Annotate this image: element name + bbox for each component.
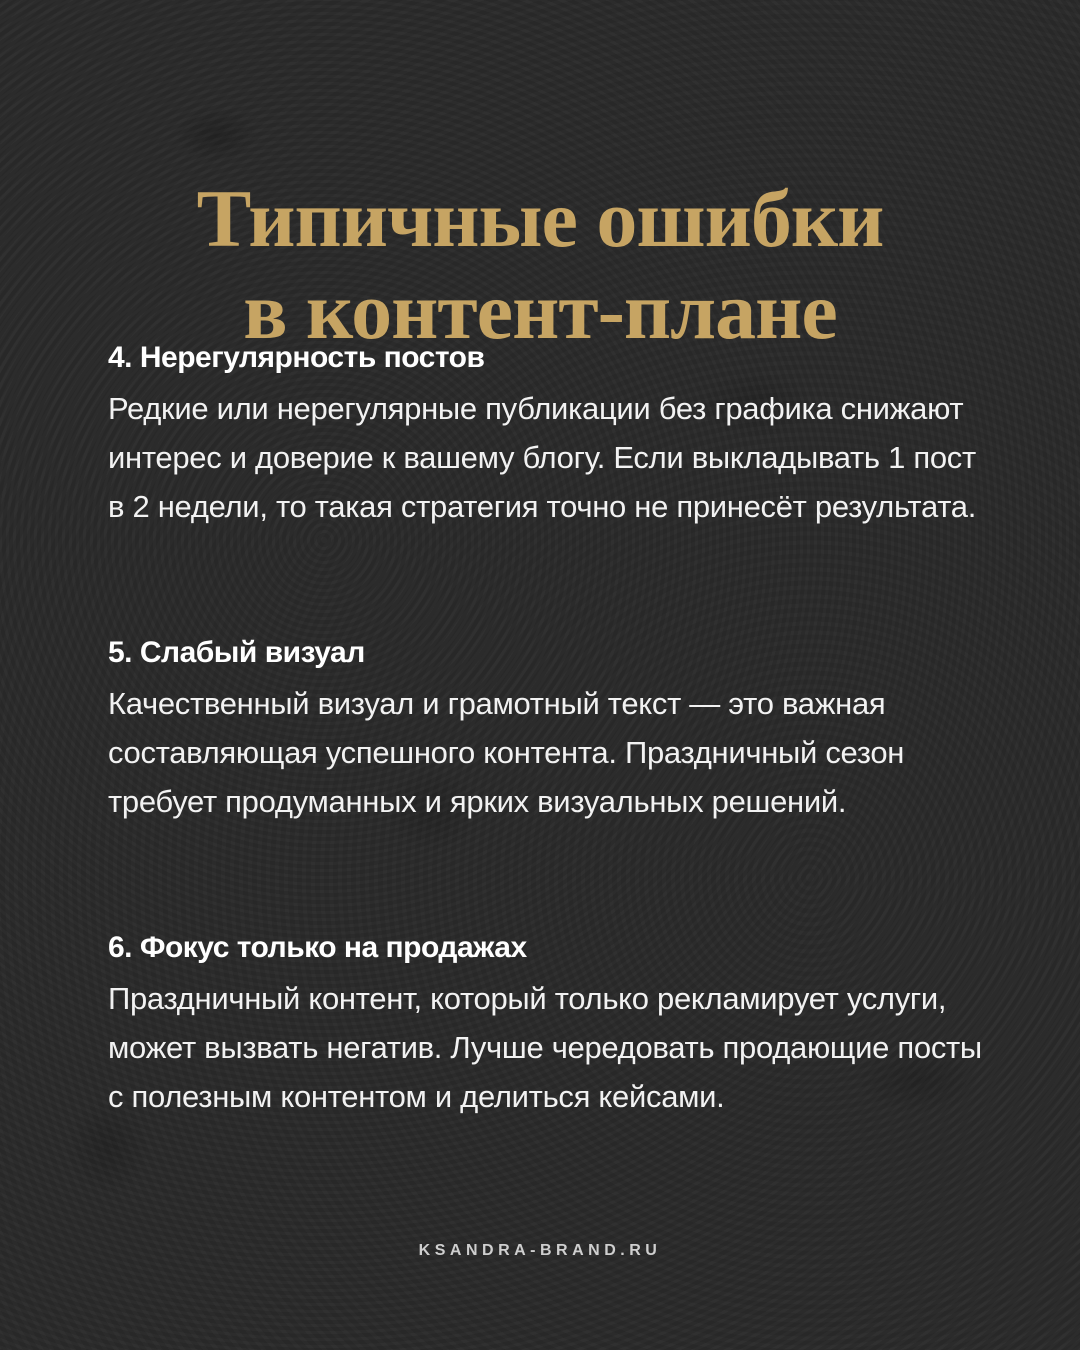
- website-link[interactable]: KSANDRA-BRAND.RU: [418, 1242, 662, 1259]
- mistake-item-6: [108, 928, 988, 1121]
- mistake-heading: 5. Слабый визуал: [108, 636, 365, 669]
- mistake-heading: 4. Нерегулярность постов: [108, 341, 485, 374]
- mistake-item-4: [108, 338, 988, 531]
- title-line-2: в контент-плане: [243, 264, 837, 356]
- mistake-description: Качественный визуал и грамотный текст — это важная составляющая успешного контента. Праздничный сезон требует продуманных и ярких визуальных решений.: [108, 686, 905, 819]
- mistake-description: Редкие или нерегулярные публикации без графика снижают интерес и доверие к вашему блогу. Если выкладывать 1 пост в 2 недели, то такая стратегия точно не принесёт результата.: [108, 391, 977, 524]
- mistake-heading: 6. Фокус только на продажах: [108, 931, 527, 964]
- page-title: [0, 173, 1080, 357]
- title-line-1: Типичные ошибки: [196, 172, 884, 264]
- mistake-description: Праздничный контент, который только рекламирует услуги, может вызвать негатив. Лучше чередовать продающие посты с полезным контентом и делиться кейсами.: [108, 981, 982, 1114]
- mistake-item-5: [108, 633, 988, 826]
